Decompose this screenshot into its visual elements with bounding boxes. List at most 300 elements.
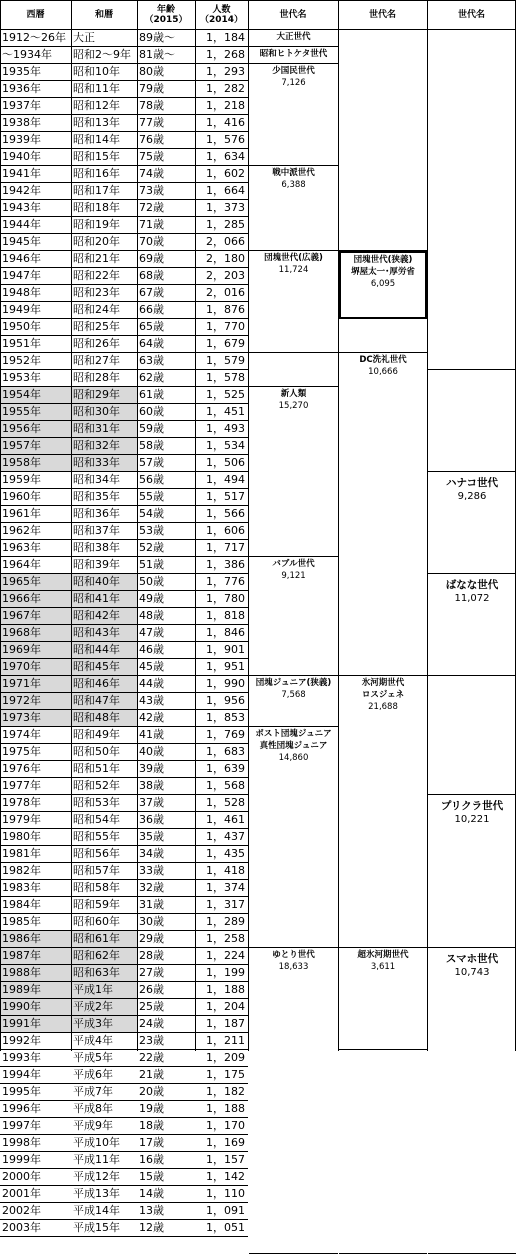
column-divider: [71, 0, 72, 1051]
age-cell: 73歳: [139, 184, 164, 197]
generation-block: [339, 676, 427, 948]
western-year-cell: 1958年: [0, 455, 71, 471]
western-year-cell: 1982年: [2, 864, 41, 877]
table-row: [0, 404, 248, 421]
generation-name: ゆとり世代: [272, 950, 315, 960]
japanese-era-cell: 昭和22年: [73, 269, 120, 282]
age-cell: 52歳: [139, 541, 164, 554]
population-cell: 1，268: [206, 48, 245, 61]
table-row: [0, 234, 248, 251]
age-cell: 81歳～: [139, 48, 175, 61]
population-cell: 1，853: [206, 711, 245, 724]
generation-block: [249, 166, 338, 251]
table-row: [0, 1101, 248, 1118]
header-age: 年齢 （2015）: [137, 0, 195, 30]
table-row: [0, 965, 248, 982]
population-cell: 1，664: [206, 184, 245, 197]
japanese-era-cell: 昭和21年: [73, 252, 120, 265]
japanese-era-cell: 昭和55年: [73, 830, 120, 843]
japanese-era-cell: 昭和39年: [73, 558, 120, 571]
western-year-cell: 1935年: [2, 65, 41, 78]
top-border: [0, 0, 516, 1]
japanese-era-cell: 昭和16年: [73, 167, 120, 180]
population-cell: 1，386: [206, 558, 245, 571]
population-cell: 1，579: [206, 354, 245, 367]
table-row: [0, 880, 248, 897]
western-year-cell: 1986年: [0, 931, 71, 947]
western-year-cell: 1987年: [0, 948, 71, 964]
table-row: [0, 217, 248, 234]
japanese-era-cell: 昭和34年: [73, 473, 120, 486]
western-year-cell: 1941年: [2, 167, 41, 180]
table-row: [0, 557, 248, 574]
population-cell: 1，493: [206, 422, 245, 435]
table-row: [0, 608, 248, 625]
population-cell: 1，110: [206, 1187, 245, 1200]
table-row: [0, 1050, 248, 1067]
japanese-era-cell: 昭和10年: [73, 65, 120, 78]
age-cell: 21歳: [139, 1068, 164, 1081]
age-cell: 46歳: [139, 643, 164, 656]
japanese-era-cell: 昭和54年: [73, 813, 120, 826]
age-cell: 89歳～: [139, 31, 175, 44]
western-year-cell: 1979年: [2, 813, 41, 826]
japanese-era-cell: 昭和27年: [73, 354, 120, 367]
population-cell: 1，956: [206, 694, 245, 707]
generation-name: プリクラ世代: [440, 800, 504, 812]
japanese-era-cell: 昭和32年: [71, 438, 137, 454]
western-year-cell: 1952年: [2, 354, 41, 367]
table-row: [0, 1186, 248, 1203]
japanese-era-cell: 昭和43年: [71, 625, 137, 641]
age-cell: 49歳: [139, 592, 164, 605]
generation-block: [428, 574, 516, 676]
generation-block: [339, 319, 427, 353]
table-row: [0, 727, 248, 744]
age-cell: 72歳: [139, 201, 164, 214]
age-cell: 19歳: [139, 1102, 164, 1115]
japanese-era-cell: 平成7年: [73, 1085, 113, 1098]
table-row: [0, 761, 248, 778]
population-cell: 1，170: [206, 1119, 245, 1132]
generation-name: スマホ世代: [445, 953, 499, 965]
age-cell: 37歳: [139, 796, 164, 809]
table-row: [0, 268, 248, 285]
age-cell: 76歳: [139, 133, 164, 146]
age-cell: 31歳: [139, 898, 164, 911]
table-row: [0, 1067, 248, 1084]
japanese-era-cell: 昭和60年: [73, 915, 120, 928]
population-cell: 1，258: [206, 932, 245, 945]
table-row: [0, 64, 248, 81]
population-cell: 1，199: [206, 966, 245, 979]
population-cell: 1，602: [206, 167, 245, 180]
western-year-cell: 1988年: [0, 965, 71, 981]
japanese-era-cell: 昭和57年: [73, 864, 120, 877]
generation-name: DC洗礼世代: [359, 355, 407, 365]
population-cell: 1，534: [206, 439, 245, 452]
japanese-era-cell: 平成11年: [73, 1153, 120, 1166]
japanese-era-cell: 大正: [73, 31, 95, 44]
population-cell: 2，016: [206, 286, 245, 299]
age-cell: 45歳: [139, 660, 164, 673]
population-cell: 1，525: [206, 388, 245, 401]
western-year-cell: 1978年: [2, 796, 41, 809]
age-cell: 30歳: [139, 915, 164, 928]
table-row: [0, 676, 248, 693]
japanese-era-cell: 昭和51年: [73, 762, 120, 775]
generation-name: ハナコ世代: [445, 477, 499, 489]
western-year-cell: 1946年: [2, 252, 41, 265]
japanese-era-cell: 平成5年: [73, 1051, 113, 1064]
population-cell: 1，634: [206, 150, 245, 163]
age-cell: 64歳: [139, 337, 164, 350]
table-row: [0, 336, 248, 353]
population-cell: 1，578: [206, 371, 245, 384]
generation-name: 新人類: [280, 389, 307, 399]
table-row: [0, 183, 248, 200]
header-generation-1: 世代名: [248, 0, 338, 30]
population-cell: 1，818: [206, 609, 245, 622]
table-row: [0, 149, 248, 166]
age-cell: 25歳: [139, 1000, 164, 1013]
western-year-cell: 1937年: [2, 99, 41, 112]
japanese-era-cell: 昭和31年: [71, 421, 137, 437]
western-year-cell: 1991年: [0, 1016, 71, 1032]
column-divider: [338, 0, 339, 1051]
western-year-cell: 1984年: [2, 898, 41, 911]
generation-count: 7,568: [281, 690, 306, 700]
age-cell: 12歳: [139, 1221, 164, 1234]
population-cell: 1，566: [206, 507, 245, 520]
header-western-year: 西暦: [0, 0, 71, 30]
age-cell: 18歳: [139, 1119, 164, 1132]
population-cell: 1，846: [206, 626, 245, 639]
table-row: [0, 1220, 248, 1237]
western-year-cell: 1960年: [2, 490, 41, 503]
age-cell: 60歳: [139, 405, 164, 418]
table-row: [0, 489, 248, 506]
header-generation-2: 世代名: [338, 0, 427, 30]
population-cell: 1，679: [206, 337, 245, 350]
japanese-era-cell: 昭和45年: [71, 659, 137, 675]
population-cell: 2，066: [206, 235, 245, 248]
japanese-era-cell: 昭和40年: [71, 574, 137, 590]
age-cell: 34歳: [139, 847, 164, 860]
generation-name: ポスト団塊ジュニア 真性団塊ジュニア: [255, 729, 332, 751]
population-cell: 1，780: [206, 592, 245, 605]
western-year-cell: ～1934年: [2, 48, 52, 61]
age-cell: 58歳: [139, 439, 164, 452]
japanese-era-cell: 昭和46年: [71, 676, 137, 692]
western-year-cell: 1970年: [0, 659, 71, 675]
table-row: [0, 353, 248, 370]
western-year-cell: 1993年: [2, 1051, 41, 1064]
table-row: [0, 642, 248, 659]
population-cell: 2，203: [206, 269, 245, 282]
japanese-era-cell: 昭和50年: [73, 745, 120, 758]
generation-name: 氷河期世代 ロスジェネ: [361, 678, 405, 700]
japanese-era-cell: 昭和28年: [73, 371, 120, 384]
generation-count: 15,270: [278, 401, 309, 411]
population-cell: 1，435: [206, 847, 245, 860]
column-divider: [427, 0, 428, 1051]
header-generation-3: 世代名: [427, 0, 516, 30]
table-row: [0, 540, 248, 557]
japanese-era-cell: 昭和23年: [73, 286, 120, 299]
population-cell: 1，506: [206, 456, 245, 469]
population-cell: 1，224: [206, 949, 245, 962]
western-year-cell: 1964年: [2, 558, 41, 571]
age-cell: 13歳: [139, 1204, 164, 1217]
table-row: [0, 421, 248, 438]
japanese-era-cell: 昭和13年: [73, 116, 120, 129]
population-cell: 1，209: [206, 1051, 245, 1064]
table-row: [0, 1152, 248, 1169]
generation-count: 10,743: [454, 967, 490, 978]
japanese-era-cell: 昭和12年: [73, 99, 120, 112]
japanese-era-cell: 平成12年: [73, 1170, 120, 1183]
table-row: [0, 115, 248, 132]
age-cell: 51歳: [139, 558, 164, 571]
western-year-cell: 1951年: [2, 337, 41, 350]
japanese-era-cell: 平成1年: [71, 982, 137, 998]
western-year-cell: 1939年: [2, 133, 41, 146]
western-year-cell: 1976年: [2, 762, 41, 775]
table-row: [0, 200, 248, 217]
generation-count: 7,126: [281, 78, 306, 88]
population-cell: 1，416: [206, 116, 245, 129]
japanese-era-cell: 昭和17年: [73, 184, 120, 197]
age-cell: 16歳: [139, 1153, 164, 1166]
age-cell: 36歳: [139, 813, 164, 826]
western-year-cell: 1948年: [2, 286, 41, 299]
age-cell: 68歳: [139, 269, 164, 282]
generation-block: [249, 676, 338, 727]
table-row: [0, 387, 248, 404]
table-row: [0, 319, 248, 336]
population-cell: 1，373: [206, 201, 245, 214]
japanese-era-cell: 平成9年: [73, 1119, 113, 1132]
table-row: [0, 1135, 248, 1152]
table-row: [0, 897, 248, 914]
generation-name: 少国民世代: [272, 66, 315, 76]
western-year-cell: 1981年: [2, 847, 41, 860]
western-year-cell: 1943年: [2, 201, 41, 214]
western-year-cell: 1992年: [2, 1034, 41, 1047]
population-cell: 1，418: [206, 864, 245, 877]
age-cell: 78歳: [139, 99, 164, 112]
table-row: [0, 574, 248, 591]
age-cell: 62歳: [139, 371, 164, 384]
japanese-era-cell: 昭和59年: [73, 898, 120, 911]
western-year-cell: 1980年: [2, 830, 41, 843]
column-divider: [137, 0, 138, 1051]
western-year-cell: 1994年: [2, 1068, 41, 1081]
generation-block: [428, 370, 516, 472]
western-year-cell: 1962年: [2, 524, 41, 537]
western-year-cell: 1996年: [2, 1102, 41, 1115]
japanese-era-cell: 昭和48年: [71, 710, 137, 726]
age-cell: 69歳: [139, 252, 164, 265]
header-population: 人数 （2014）: [195, 0, 248, 30]
age-cell: 66歳: [139, 303, 164, 316]
western-year-cell: 1968年: [0, 625, 71, 641]
table-row: [0, 47, 248, 64]
western-year-cell: 1954年: [0, 387, 71, 403]
population-cell: 1，157: [206, 1153, 245, 1166]
age-cell: 17歳: [139, 1136, 164, 1149]
generation-count: 11,072: [454, 593, 490, 604]
western-year-cell: 1963年: [2, 541, 41, 554]
table-row: [0, 506, 248, 523]
generation-block: [249, 47, 338, 64]
generation-block: [339, 353, 427, 676]
generation-block: [249, 251, 338, 353]
japanese-era-cell: 平成15年: [73, 1221, 120, 1234]
western-year-cell: 1974年: [2, 728, 41, 741]
japanese-era-cell: 昭和58年: [73, 881, 120, 894]
age-cell: 75歳: [139, 150, 164, 163]
western-year-cell: 1999年: [2, 1153, 41, 1166]
western-year-cell: 1995年: [2, 1085, 41, 1098]
generation-block: [249, 727, 338, 948]
age-cell: 15歳: [139, 1170, 164, 1183]
japanese-era-cell: 平成2年: [71, 999, 137, 1015]
western-year-cell: 1955年: [0, 404, 71, 420]
table-row: [0, 829, 248, 846]
western-year-cell: 1945年: [2, 235, 41, 248]
table-row: [0, 795, 248, 812]
japanese-era-cell: 昭和29年: [71, 387, 137, 403]
western-year-cell: 1956年: [0, 421, 71, 437]
population-cell: 1，494: [206, 473, 245, 486]
table-row: [0, 591, 248, 608]
generation-name: 団塊世代(狭義) 堺屋太一･厚労省: [351, 255, 415, 277]
age-cell: 67歳: [139, 286, 164, 299]
age-cell: 53歳: [139, 524, 164, 537]
generation-block: [249, 64, 338, 166]
age-cell: 48歳: [139, 609, 164, 622]
japanese-era-cell: 昭和37年: [73, 524, 120, 537]
population-cell: 1，188: [206, 1102, 245, 1115]
japanese-era-cell: 平成4年: [73, 1034, 113, 1047]
generation-block: [249, 387, 338, 557]
age-cell: 77歳: [139, 116, 164, 129]
generation-count: 6,095: [370, 279, 396, 289]
table-row: [0, 659, 248, 676]
western-year-cell: 2002年: [2, 1204, 41, 1217]
western-year-cell: 1938年: [2, 116, 41, 129]
table-row: [0, 1033, 248, 1050]
age-cell: 50歳: [139, 575, 164, 588]
western-year-cell: 1989年: [0, 982, 71, 998]
western-year-cell: 1912～26年: [2, 31, 66, 44]
population-cell: 2，180: [206, 252, 245, 265]
generation-count: 21,688: [368, 702, 398, 712]
age-cell: 23歳: [139, 1034, 164, 1047]
column-divider: [195, 0, 196, 1051]
western-year-cell: 1983年: [2, 881, 41, 894]
generation-block: [339, 948, 427, 1050]
japanese-era-cell: 昭和15年: [73, 150, 120, 163]
population-cell: 1，091: [206, 1204, 245, 1217]
age-cell: 32歳: [139, 881, 164, 894]
population-cell: 1，639: [206, 762, 245, 775]
table-row: [0, 982, 248, 999]
japanese-era-cell: 昭和25年: [73, 320, 120, 333]
age-cell: 24歳: [139, 1017, 164, 1030]
japanese-era-cell: 昭和18年: [73, 201, 120, 214]
table-row: [0, 302, 248, 319]
japanese-era-cell: 昭和63年: [71, 965, 137, 981]
japanese-era-cell: 昭和30年: [71, 404, 137, 420]
age-cell: 14歳: [139, 1187, 164, 1200]
generation-count: 9,121: [281, 571, 306, 581]
western-year-cell: 1944年: [2, 218, 41, 231]
population-cell: 1，293: [206, 65, 245, 78]
generation-name: 戦中派世代: [272, 168, 315, 178]
population-cell: 1，901: [206, 643, 245, 656]
population-cell: 1，568: [206, 779, 245, 792]
japanese-era-cell: 平成6年: [73, 1068, 113, 1081]
japanese-era-cell: 昭和35年: [73, 490, 120, 503]
table-row: [0, 251, 248, 268]
age-cell: 79歳: [139, 82, 164, 95]
japanese-era-cell: 昭和14年: [73, 133, 120, 146]
western-year-cell: 1969年: [0, 642, 71, 658]
generation-count: 11,724: [278, 265, 309, 275]
generation-block: [339, 30, 427, 251]
table-row: [0, 999, 248, 1016]
age-cell: 29歳: [139, 932, 164, 945]
japanese-era-cell: 昭和19年: [73, 218, 120, 231]
table-row: [0, 778, 248, 795]
japanese-era-cell: 昭和61年: [71, 931, 137, 947]
western-year-cell: 1947年: [2, 269, 41, 282]
western-year-cell: 1959年: [2, 473, 41, 486]
western-year-cell: 1936年: [2, 82, 41, 95]
table-row: [0, 744, 248, 761]
population-cell: 1，461: [206, 813, 245, 826]
japanese-era-cell: 昭和53年: [73, 796, 120, 809]
population-cell: 1，606: [206, 524, 245, 537]
age-cell: 47歳: [139, 626, 164, 639]
japanese-era-cell: 平成3年: [71, 1016, 137, 1032]
table-row: [0, 1016, 248, 1033]
table-row: [0, 81, 248, 98]
age-cell: 55歳: [139, 490, 164, 503]
table-row: [0, 1118, 248, 1135]
age-cell: 54歳: [139, 507, 164, 520]
western-year-cell: 1985年: [2, 915, 41, 928]
table-row: [0, 370, 248, 387]
population-cell: 1，204: [206, 1000, 245, 1013]
japanese-era-cell: 平成13年: [73, 1187, 120, 1200]
population-cell: 1，951: [206, 660, 245, 673]
column-divider: [0, 0, 1, 1051]
table-row: [0, 98, 248, 115]
japanese-era-cell: 昭和62年: [71, 948, 137, 964]
age-cell: 39歳: [139, 762, 164, 775]
generation-block: [249, 948, 338, 1254]
generation-block: [249, 353, 338, 387]
western-year-cell: 1990年: [0, 999, 71, 1015]
japanese-era-cell: 昭和36年: [73, 507, 120, 520]
population-cell: 1，142: [206, 1170, 245, 1183]
population-cell: 1，289: [206, 915, 245, 928]
japanese-era-cell: 昭和52年: [73, 779, 120, 792]
